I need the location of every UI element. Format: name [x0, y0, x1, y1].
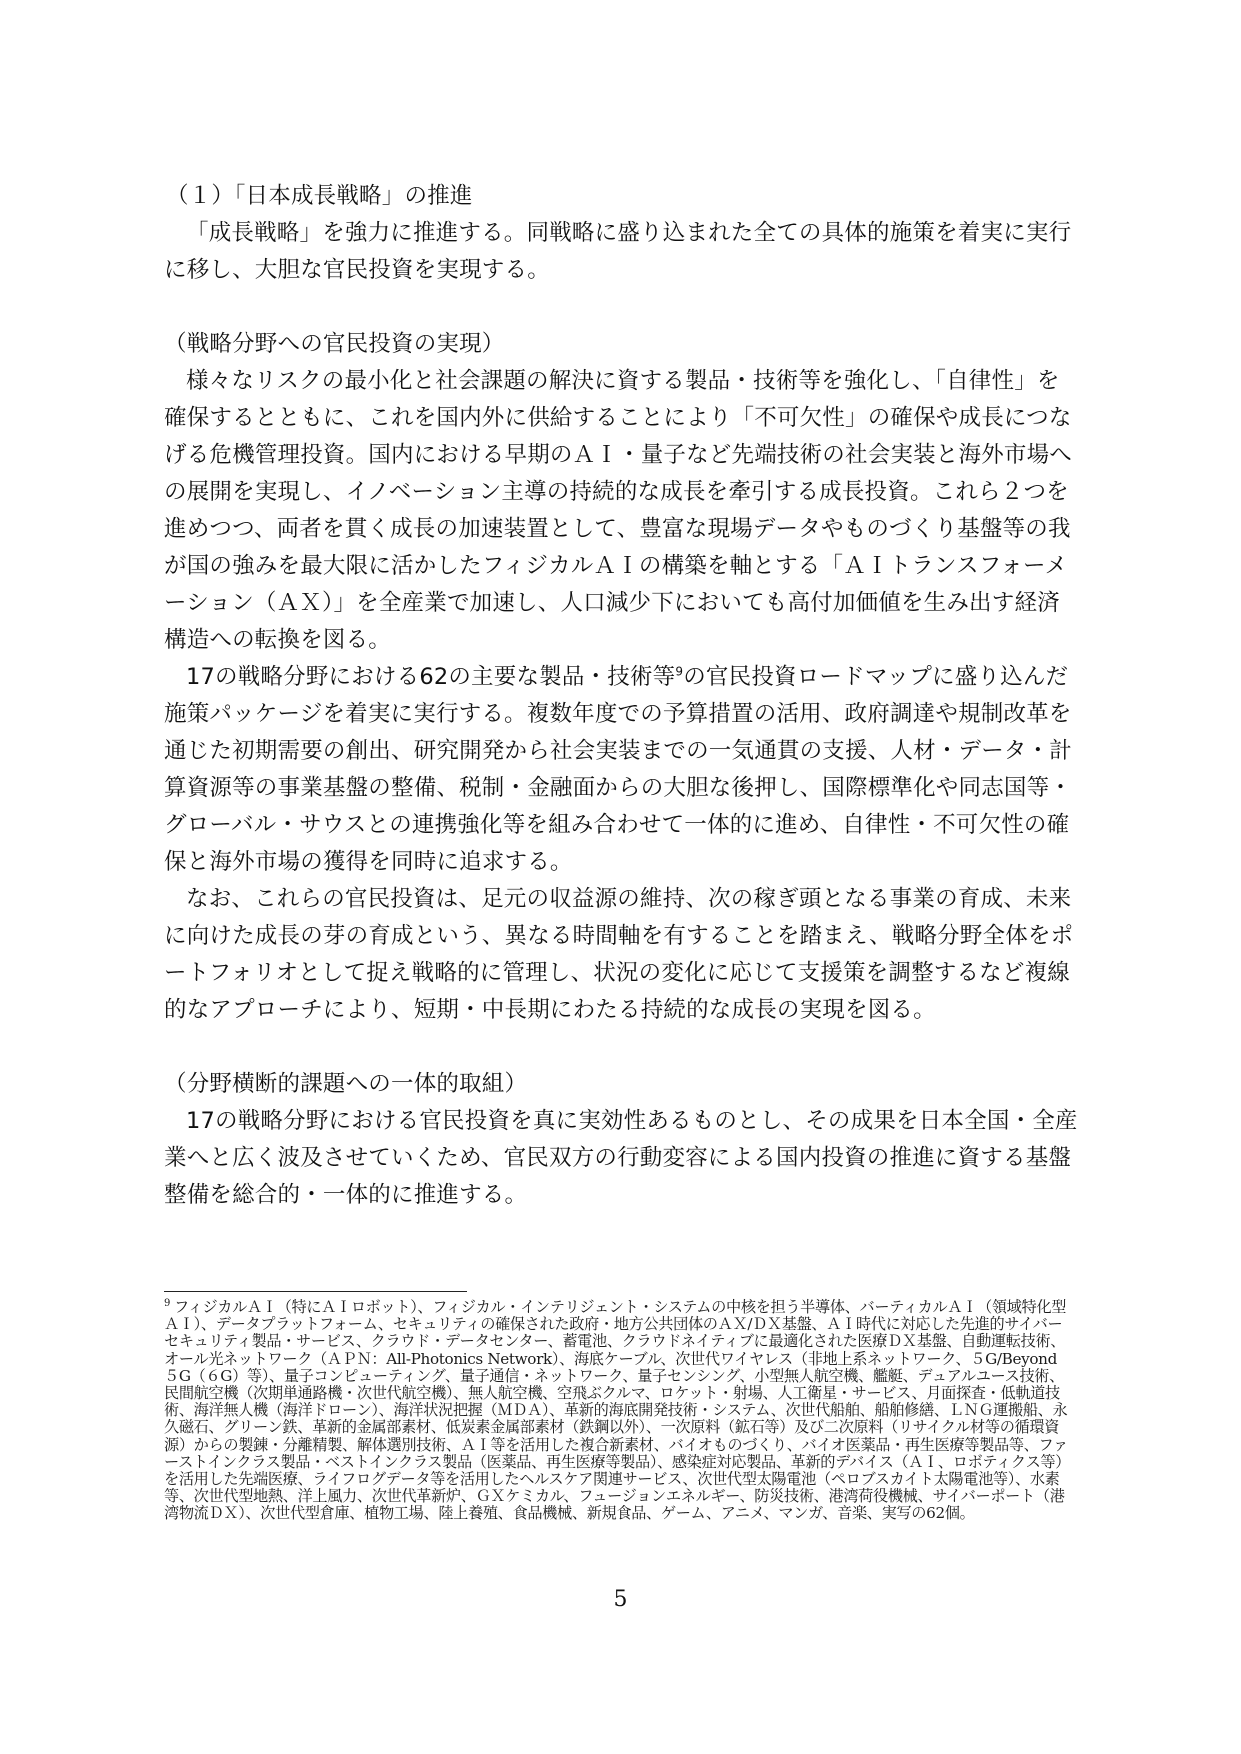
paragraph-policy-package-text-after: の官民投資ロードマップに盛り込んだ施策パッケージを着実に実行する。複数年度での予算措置の活用、政府調達や規制改革を通じた初期需要の創出、研究開発から社会実装までの一気通貫の支援、人材・データ・計算資源等の事業基盤の整備、税制・金融面からの大胆な後押し、国際標準化や同志国等・グローバル・サウスとの連携強化等を組み合わせて一体的に進め、自律性・不可欠性の確保と海外市場の獲得を同時に追求する。	[164, 664, 1073, 875]
paragraph-risk-and-growth-investment: 様々なリスクの最小化と社会課題の解決に資する製品・技術等を強化し、「自律性」を確保するとともに、これを国内外に供給することにより「不可欠性」の確保や成長につなげる危機管理投資。国内における早期のＡＩ・量子など先端技術の社会実装と海外市場への展開を実現し、イノベーション主導の持続的な成長を牽引する成長投資。これら２つを進めつつ、両者を貫く成長の加速装置として、豊富な現場データやものづくり基盤等の我が国の強みを最大限に活かしたフィジカルＡＩの構築を軸とする「ＡＩトランスフォーメーション（ＡＸ）」を全産業で加速し、人口減少下においても高付加価値を生み出す経済構造への転換を図る。	[164, 368, 1073, 653]
subsection-heading-strategic-investment: （戦略分野への官民投資の実現）	[164, 331, 505, 357]
footnote-reference-mark[interactable]: 9	[675, 664, 684, 679]
page-number: 5	[613, 1587, 628, 1612]
paragraph-cross-sector: 17の戦略分野における官民投資を真に実効性あるものとし、その成果を日本全国・全産業へと広く波及させていくため、官民双方の行動変容による国内投資の推進に資する基盤整備を総合的・一体的に推進する。	[164, 1108, 1078, 1208]
section-spacer	[164, 1029, 1080, 1066]
lead-paragraph: 「成長戦略」を強力に推進する。同戦略に盛り込まれた全ての具体的施策を着実に実行に移し、大胆な官民投資を実現する。	[164, 220, 1072, 283]
paragraph-policy-package-text-before: 17の戦略分野における62の主要な製品・技術等	[186, 664, 676, 690]
footnote-divider	[164, 1291, 467, 1292]
footnote-mark: 9	[164, 1297, 171, 1309]
footnote-text: フィジカルＡＩ（特にＡＩロボット）、フィジカル・インテリジェント・システムの中核を担う半導体、バーティカルＡＩ（領域特化型ＡＩ）、データプラットフォーム、セキュリティの確保された政府・地方公共団体のＡＸ/ＤＸ基盤、ＡＩ時代に対応した先進的サイバーセキュリティ製品・サービス、クラウド・データセンター、蓄電池、クラウドネイティブに最適化された医療ＤＸ基盤、自動運転技術、オール光ネットワーク（ＡＰＮ：All-Photonics Network）、海底ケーブル、次世代ワイヤレス（非地上系ネットワーク、５G/Beyond ５G（６G）等）、量子コンピューティング、量子通信・ネットワーク、量子センシング、小型無人航空機、艦艇、デュアルユース技術、民間航空機（次期単通路機・次世代航空機）、無人航空機、空飛ぶクルマ、ロケット・射場、人工衛星・サービス、月面探査・低軌道技術、海洋無人機（海洋ドローン）、海洋状況把握（ＭＤＡ）、革新的海底開発技術・システム、次世代船舶、船舶修繕、ＬＮＧ運搬船、永久磁石、グリーン鉄、革新的金属部素材、低炭素金属部素材（鉄鋼以外）、一次原料（鉱石等）及び二次原料（リサイクル材等の循環資源）からの製錬・分離精製、解体選別技術、ＡＩ等を活用した複合新素材、バイオものづくり、バイオ医薬品・再生医療等製品等、ファーストインクラス製品・ベストインクラス製品（医薬品、再生医療等製品）、感染症対応製品、革新的デバイス（ＡＩ、ロボティクス等）を活用した先端医療、ライフログデータ等を活用したヘルスケア関連サービス、次世代型太陽電池（ペロブスカイト太陽電池等）、水素等、次世代型地熱、洋上風力、次世代革新炉、ＧＸケミカル、フュージョンエネルギー、防災技術、港湾荷役機械、サイバーポート（港湾物流ＤＸ）、次世代型倉庫、植物工場、陸上養殖、食品機械、新規食品、ゲーム、アニメ、マンガ、音楽、実写の62個。	[164, 1298, 1071, 1523]
section-title: （１）「日本成長戦略」の推進	[166, 183, 473, 209]
subsection-heading-cross-sector: （分野横断的課題への一体的取組）	[164, 1071, 528, 1097]
paragraph-policy-package	[164, 659, 1080, 881]
main-body	[164, 178, 1080, 1214]
paragraph-portfolio-management: なお、これらの官民投資は、足元の収益源の維持、次の稼ぎ頭となる事業の育成、未来に向けた成長の芽の育成という、異なる時間軸を有することを踏まえ、戦略分野全体をポートフォリオとして捉え戦略的に管理し、状況の変化に応じて支援策を調整するなど複線的なアプローチにより、短期・中長期にわたる持続的な成長の実現を図る。	[164, 886, 1074, 1023]
footnote-9	[164, 1299, 1076, 1523]
